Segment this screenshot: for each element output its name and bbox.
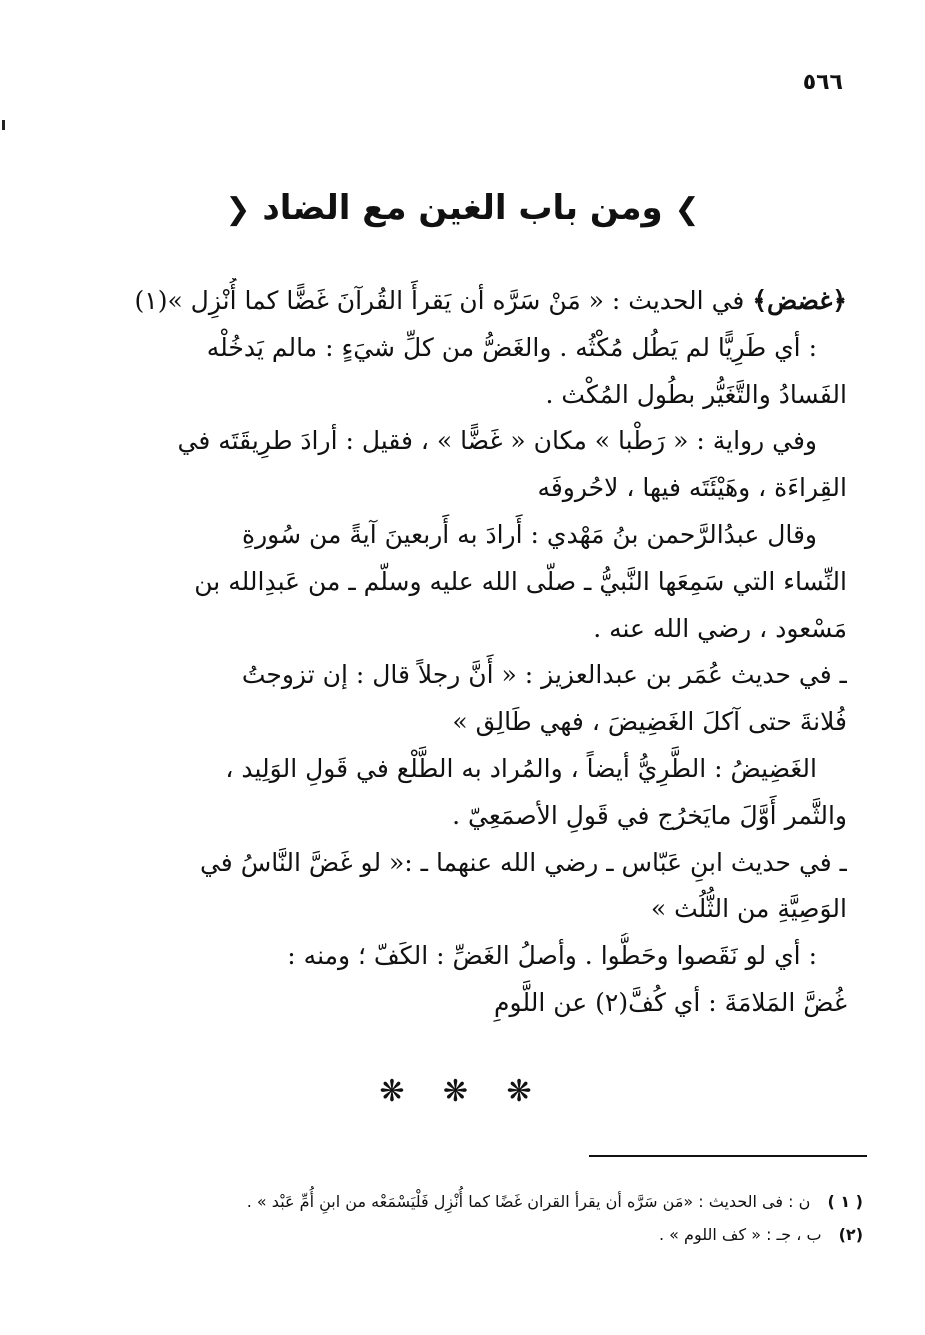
main-text: [102, 278, 847, 1027]
footnote-text: ب ، جـ : « كف اللوم » .: [659, 1225, 822, 1244]
footnote-number: ( ١ ): [827, 1192, 863, 1211]
text-line-content: في الحديث : « مَنْ سَرَّه أن يَقرأَ القُرآنَ غَضًّا كما أُنْزِل »(١): [134, 286, 745, 315]
text-line: الوَصِيَّةِ من الثُّلُث »: [650, 894, 847, 924]
ornament-right-icon: ❯: [674, 192, 700, 227]
text-line: الفَسادُ والتَّغَيُّر بطُول المُكْث .: [545, 379, 847, 409]
text-line: فُلانةَ حتى آكلَ الغَضِيضَ ، فهي طَالِق »: [452, 707, 847, 737]
scan-margin-mark: [2, 120, 5, 130]
footnote: [63, 1185, 863, 1218]
text-line: الغَضِيضُ : الطَّرِيُّ أيضاً ، والمُراد به الطَّلْع في قَولِ الوَلِيد ،: [225, 753, 817, 783]
text-line: القِراءَة ، وهَيْئَتَه فيها ، لاحُروفَه: [537, 473, 847, 503]
ornament-left-icon: ❮: [225, 192, 251, 227]
text-line: غُضَّ المَلامَةَ : أي كُفَّ(٢) عن اللَّومِ: [494, 987, 847, 1017]
footnote-text: ن : فى الحديث : «مَن سَرَّه أن يقرأ القران غَضًا كما أُنْزِل فَلْيَسْمَعْه من ابنِ أُمِّ عَبْد » .: [246, 1192, 811, 1211]
text-line: : أي لو نَقَصوا وحَطُّوا . وأصلُ الغَضِّ : الكَفّ ؛ ومنه :: [287, 941, 817, 971]
chapter-title-text: ومن باب الغين مع الضاد: [262, 188, 663, 228]
text-line: : أي طَرِيًّا لم يَطُل مُكْثُه . والغَضُّ من كلِّ شيَءٍ : مالم يَدخُلْه: [206, 332, 817, 362]
footnote: [63, 1218, 863, 1251]
text-line: ـ في حديث ابنِ عَبّاس ـ رضي الله عنهما ـ :« لو غَضَّ النَّاسُ في: [199, 847, 847, 877]
footnotes: [63, 1185, 863, 1251]
footnote-divider: [589, 1155, 867, 1157]
section-separator: ❋ ❋ ❋: [379, 1074, 546, 1109]
text-line: النِّساء التي سَمِعَها النَّبيُّ ـ صلّى الله عليه وسلّم ـ من عَبدِالله بن: [194, 566, 847, 596]
page-number: ٥٦٦: [802, 70, 843, 95]
text-line: ـ في حديث عُمَر بن عبدالعزيز : « أَنَّ رجلاً قال : إن تزوجتُ: [241, 660, 847, 690]
text-line: والثَّمر أَوَّلَ مايَخرُج في قَولِ الأصمَعِيّ .: [452, 800, 847, 830]
text-line: [102, 278, 847, 325]
headword: ﴿غضض﴾: [752, 286, 847, 315]
chapter-title: [0, 178, 925, 240]
footnote-number: (٢): [838, 1225, 863, 1244]
text-line: وقال عبدُالرَّحمن بنُ مَهْدي : أَرادَ به أَربعينَ آيةً من سُورةِ: [242, 519, 817, 549]
text-line: مَسْعود ، رضي الله عنه .: [593, 613, 847, 643]
text-line: وفي رواية : « رَطْبا » مكان « غَضًّا » ، فقيل : أرادَ طرِيقَتَه في: [177, 426, 817, 456]
